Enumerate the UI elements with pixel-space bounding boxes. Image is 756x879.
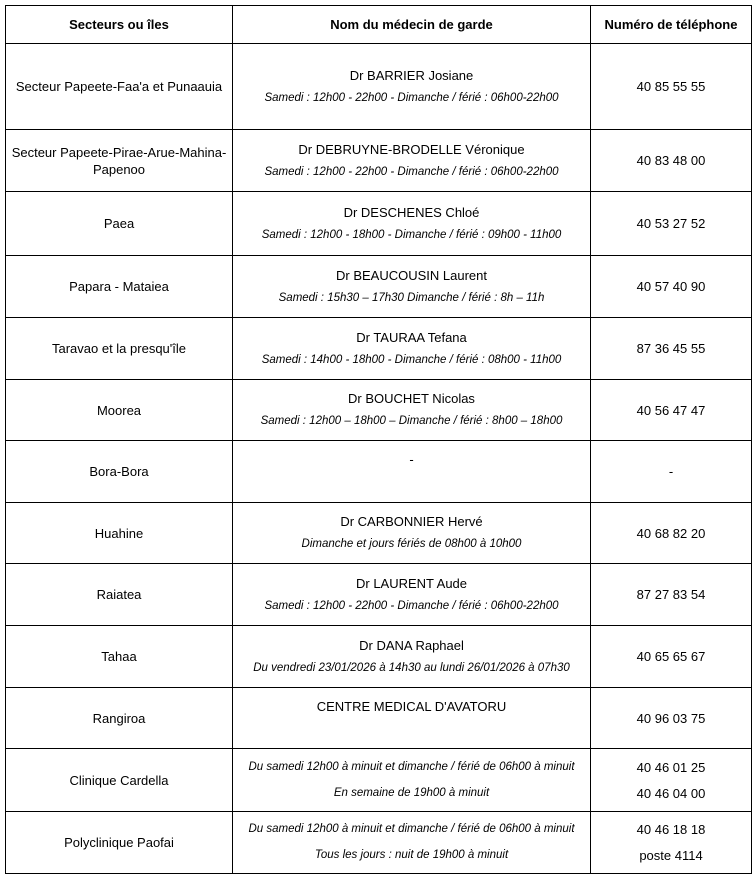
phone-cell: 40 68 82 20 bbox=[591, 503, 752, 564]
phone-cell: 40 83 48 00 bbox=[591, 130, 752, 192]
doctor-name: - bbox=[409, 452, 414, 467]
table-row bbox=[6, 44, 752, 130]
table-row bbox=[6, 688, 752, 749]
doctor-name: Dr DEBRUYNE-BRODELLE Véronique bbox=[298, 141, 525, 157]
phone-cell: 40 53 27 52 bbox=[591, 192, 752, 256]
phone-number: 40 46 01 25 bbox=[636, 759, 706, 775]
hours-cell bbox=[233, 812, 591, 874]
phone-cell: 40 56 47 47 bbox=[591, 380, 752, 441]
doctor-name: Dr DESCHENES Chloé bbox=[343, 204, 480, 220]
doctor-cell bbox=[233, 503, 591, 564]
phone-cell: 40 57 40 90 bbox=[591, 256, 752, 318]
doctor-name: Dr LAURENT Aude bbox=[355, 575, 468, 591]
duty-hours: Tous les jours : nuit de 19h00 à minuit bbox=[314, 849, 509, 861]
duty-hours: En semaine de 19h00 à minuit bbox=[333, 786, 490, 799]
doctor-cell bbox=[233, 130, 591, 192]
table-row bbox=[6, 256, 752, 318]
sector-cell: Moorea bbox=[6, 380, 233, 441]
sector-cell: Taravao et la presqu'île bbox=[6, 318, 233, 380]
duty-hours: Samedi : 12h00 - 22h00 - Dimanche / férié : 06h00-22h00 bbox=[264, 91, 559, 104]
header-doctor: Nom du médecin de garde bbox=[233, 6, 591, 44]
phone-cell: 87 27 83 54 bbox=[591, 564, 752, 626]
doctor-name: Dr CARBONNIER Hervé bbox=[340, 514, 483, 529]
table-row bbox=[6, 380, 752, 441]
duty-hours: Du samedi 12h00 à minuit et dimanche / férié de 06h00 à minuit bbox=[248, 823, 575, 835]
doctor-cell bbox=[233, 564, 591, 626]
sector-cell: Bora-Bora bbox=[6, 441, 233, 503]
table-row bbox=[6, 503, 752, 564]
table-row bbox=[6, 130, 752, 192]
sector-cell: Huahine bbox=[6, 503, 233, 564]
sector-cell: Polyclinique Paofai bbox=[6, 812, 233, 874]
duty-hours: Samedi : 12h00 - 22h00 - Dimanche / férié : 06h00-22h00 bbox=[264, 165, 559, 178]
doctor-cell bbox=[233, 192, 591, 256]
header-phone: Numéro de téléphone bbox=[591, 6, 752, 44]
header-sector: Secteurs ou îles bbox=[6, 6, 233, 44]
doctor-cell bbox=[233, 318, 591, 380]
doctor-cell bbox=[233, 626, 591, 688]
sector-cell: Tahaa bbox=[6, 626, 233, 688]
sector-cell: Paea bbox=[6, 192, 233, 256]
table-row bbox=[6, 192, 752, 256]
duty-hours: Du samedi 12h00 à minuit et dimanche / férié de 06h00 à minuit bbox=[248, 760, 575, 773]
phone-cell: 40 65 65 67 bbox=[591, 626, 752, 688]
table-row bbox=[6, 441, 752, 503]
doctor-cell bbox=[233, 441, 591, 503]
doctor-name: Dr DANA Raphael bbox=[359, 637, 464, 653]
table-row bbox=[6, 626, 752, 688]
duty-hours: Du vendredi 23/01/2026 à 14h30 au lundi 26/01/2026 à 07h30 bbox=[253, 661, 570, 674]
sector-cell: Secteur Papeete-Pirae-Arue-Mahina-Papenoo bbox=[6, 130, 233, 192]
sector-cell: Rangiroa bbox=[6, 688, 233, 749]
duty-hours: Samedi : 15h30 – 17h30 Dimanche / férié : 8h – 11h bbox=[278, 291, 545, 304]
doctor-name: Dr BARRIER Josiane bbox=[349, 67, 474, 83]
hours-cell bbox=[233, 749, 591, 812]
phone-cell bbox=[591, 749, 752, 812]
duty-hours: Dimanche et jours fériés de 08h00 à 10h00 bbox=[301, 538, 522, 550]
doctor-name: Dr BEAUCOUSIN Laurent bbox=[336, 267, 487, 283]
phone-number: 40 46 18 18 bbox=[636, 822, 706, 837]
sector-cell: Secteur Papeete-Faa'a et Punaauia bbox=[6, 44, 233, 130]
doctor-name: CENTRE MEDICAL D'AVATORU bbox=[316, 699, 507, 714]
phone-cell: 40 96 03 75 bbox=[591, 688, 752, 749]
table-row bbox=[6, 749, 752, 812]
phone-number: 40 46 04 00 bbox=[636, 785, 706, 801]
phone-cell: - bbox=[591, 441, 752, 503]
sector-cell: Clinique Cardella bbox=[6, 749, 233, 812]
doctor-cell bbox=[233, 380, 591, 441]
duty-hours: Samedi : 12h00 - 22h00 - Dimanche / férié : 06h00-22h00 bbox=[264, 599, 559, 612]
on-call-doctors-table bbox=[5, 5, 752, 874]
phone-cell: 40 85 55 55 bbox=[591, 44, 752, 130]
phone-cell: 87 36 45 55 bbox=[591, 318, 752, 380]
doctor-cell bbox=[233, 44, 591, 130]
doctor-cell bbox=[233, 688, 591, 749]
duty-hours: Samedi : 12h00 - 18h00 - Dimanche / férié : 09h00 - 11h00 bbox=[261, 228, 562, 241]
doctor-name: Dr BOUCHET Nicolas bbox=[348, 391, 475, 406]
phone-cell bbox=[591, 812, 752, 874]
duty-hours: Samedi : 14h00 - 18h00 - Dimanche / férié : 08h00 - 11h00 bbox=[261, 353, 562, 366]
table-row bbox=[6, 812, 752, 874]
sector-cell: Raiatea bbox=[6, 564, 233, 626]
doctor-cell bbox=[233, 256, 591, 318]
duty-hours: Samedi : 12h00 – 18h00 – Dimanche / férié : 8h00 – 18h00 bbox=[260, 415, 563, 427]
header-row bbox=[6, 6, 752, 44]
table-row bbox=[6, 564, 752, 626]
doctor-name: Dr TAURAA Tefana bbox=[356, 329, 467, 345]
table-row bbox=[6, 318, 752, 380]
sector-cell: Papara - Mataiea bbox=[6, 256, 233, 318]
phone-number: poste 4114 bbox=[639, 848, 703, 863]
